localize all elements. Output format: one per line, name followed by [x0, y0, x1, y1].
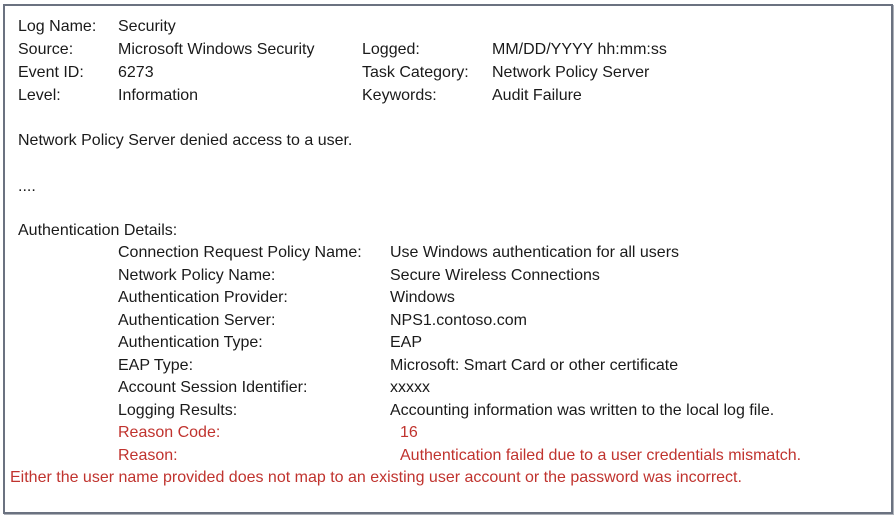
auth-value: Authentication failed due to a user credentials mismatch. [400, 446, 802, 464]
field-label-level: Level: [18, 87, 61, 104]
auth-row [18, 242, 881, 265]
auth-label: Reason: [118, 446, 178, 464]
auth-row [18, 265, 881, 288]
auth-label: EAP Type: [118, 356, 194, 374]
field-value-log-name: Security [118, 18, 176, 35]
field-label-event-id: Event ID: [18, 64, 84, 81]
auth-value: NPS1.contoso.com [390, 311, 527, 329]
auth-value: xxxxx [390, 379, 430, 396]
field-label-task-category: Task Category: [362, 64, 469, 81]
reason-explanation-text: Either the user name provided does not map to an existing user account or the password was incorrect. [10, 469, 742, 486]
field-label-blank [362, 15, 492, 38]
event-description: Network Policy Server denied access to a user. [18, 132, 353, 149]
field-value-logged: MM/DD/YYYY hh:mm:ss [492, 41, 667, 58]
field-value-event-id: 6273 [118, 64, 154, 81]
auth-value: Secure Wireless Connections [390, 266, 600, 284]
auth-row [18, 377, 881, 400]
field-value-task-category: Network Policy Server [492, 64, 650, 81]
auth-row [18, 332, 881, 355]
field-value-level: Information [118, 87, 199, 104]
auth-value: EAP [390, 334, 423, 351]
header-row [18, 15, 881, 38]
auth-details-list [18, 242, 881, 467]
auth-label: Connection Request Policy Name: [118, 244, 362, 261]
auth-row-reason [18, 445, 881, 468]
auth-label: Reason Code: [118, 424, 221, 441]
auth-label: Authentication Server: [118, 311, 276, 329]
auth-row-reason-code [18, 422, 881, 445]
auth-value: Accounting information was written to the local log file. [390, 401, 775, 419]
auth-value: Microsoft: Smart Card or other certificate [390, 356, 679, 374]
field-label-log-name: Log Name: [18, 18, 97, 35]
header-row [18, 61, 881, 84]
auth-label: Authentication Type: [118, 334, 263, 351]
omitted-text-ellipsis: .... [18, 178, 36, 195]
auth-label: Logging Results: [118, 401, 238, 419]
field-label-keywords: Keywords: [362, 87, 437, 104]
auth-label: Account Session Identifier: [118, 379, 308, 396]
event-log-frame [3, 4, 893, 514]
field-label-logged: Logged: [362, 41, 420, 58]
field-value-blank [492, 15, 881, 38]
auth-value: Use Windows authentication for all users [390, 244, 680, 261]
auth-row [18, 310, 881, 333]
auth-value: Windows [390, 289, 455, 306]
auth-value: 16 [400, 424, 418, 441]
field-value-keywords: Audit Failure [492, 87, 582, 104]
header-row [18, 38, 881, 61]
auth-row [18, 287, 881, 310]
auth-label: Authentication Provider: [118, 289, 288, 306]
field-value-source: Microsoft Windows Security [118, 41, 315, 58]
auth-details-title: Authentication Details: [18, 222, 178, 239]
header-row [18, 84, 881, 107]
auth-label: Network Policy Name: [118, 266, 276, 284]
event-header [18, 15, 881, 107]
auth-row [18, 400, 881, 423]
field-label-source: Source: [18, 41, 74, 58]
auth-row [18, 355, 881, 378]
